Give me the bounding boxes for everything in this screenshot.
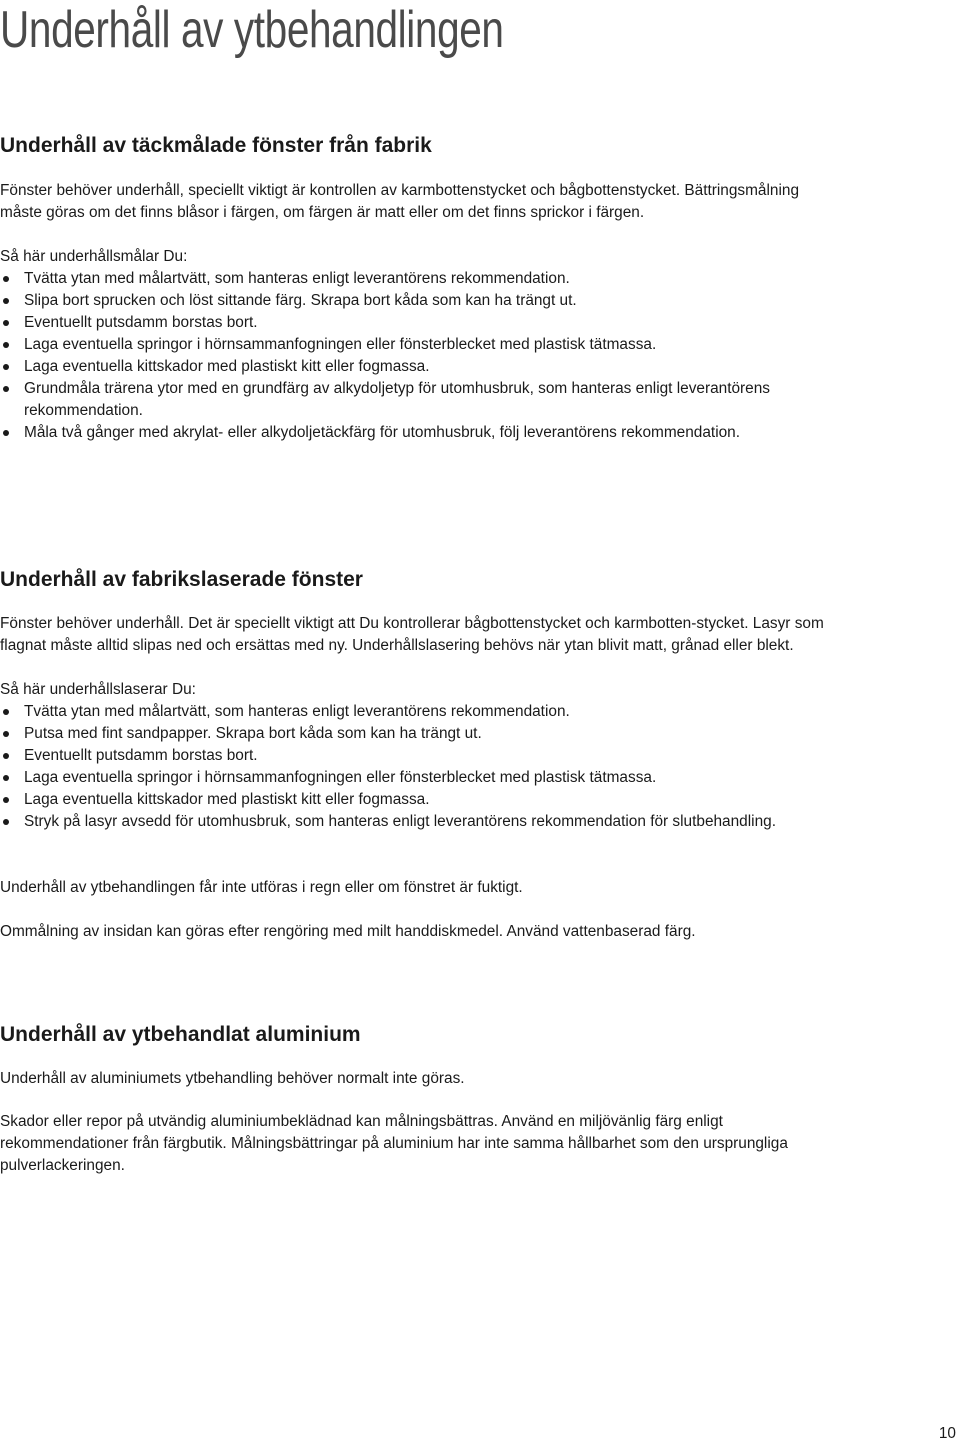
list-item <box>0 290 830 312</box>
list-item <box>0 745 830 767</box>
bullet-icon <box>3 320 9 326</box>
list-item-text: Laga eventuella springor i hörnsammanfogningen eller fönsterblecket med plastisk tätmassa. <box>24 769 657 786</box>
list-item <box>0 723 830 745</box>
bullet-icon <box>3 731 9 737</box>
list-item <box>0 312 830 334</box>
bullet-icon <box>3 298 9 304</box>
list-item-text: Putsa med fint sandpapper. Skrapa bort kåda som kan ha trängt ut. <box>24 725 482 742</box>
section-intro: Fönster behöver underhåll, speciellt viktigt är kontrollen av karmbottenstycket och bågbottenstycket. Bättringsmålning måste göras om det finns blåsor i färgen, om färgen är matt eller om det finns sprickor i färgen. <box>0 182 800 221</box>
list-item-text: Slipa bort sprucken och löst sittande färg. Skrapa bort kåda som kan ha trängt ut. <box>24 292 577 309</box>
list-item <box>0 767 830 789</box>
list-intro: Så här underhållslaserar Du: <box>0 681 196 698</box>
weather-note: Underhåll av ytbehandlingen får inte utföras i regn eller om fönstret är fuktigt. <box>0 879 523 896</box>
list-item-text: Tvätta ytan med målartvätt, som hanteras enligt leverantörens rekommendation. <box>24 703 570 720</box>
bullet-icon <box>3 709 9 715</box>
list-item-text: Laga eventuella springor i hörnsammanfogningen eller fönsterblecket med plastisk tätmassa. <box>24 336 657 353</box>
bullet-icon <box>3 342 9 348</box>
section-aluminium <box>0 1022 830 1177</box>
bullet-icon <box>3 775 9 781</box>
list-item <box>0 789 830 811</box>
instruction-list <box>0 268 830 444</box>
page-title: Underhåll av ytbehandlingen <box>0 1 504 59</box>
list-item-text: Måla två gånger med akrylat- eller alkydoljetäckfärg för utomhusbruk, följ leverantörens rekommendation. <box>24 424 741 441</box>
bullet-icon <box>3 797 9 803</box>
list-item <box>0 811 830 833</box>
list-item-text: Tvätta ytan med målartvätt, som hanteras enligt leverantörens rekommendation. <box>24 270 570 287</box>
bullet-icon <box>3 430 9 436</box>
list-item <box>0 334 830 356</box>
list-item-text: Eventuellt putsdamm borstas bort. <box>24 314 258 331</box>
bullet-icon <box>3 386 9 392</box>
list-item-text: Laga eventuella kittskador med plastiskt kitt eller fogmassa. <box>24 358 430 375</box>
bullet-icon <box>3 819 9 825</box>
section-paragraph: Skador eller repor på utvändig aluminiumbeklädnad kan målningsbättras. Använd en miljövänlig färg enligt rekommendationer från färgbutik. Målningsbättringar på aluminium har inte samma hållbarhet som den ursprungliga pulverlackeringen. <box>0 1113 788 1174</box>
list-item <box>0 378 830 422</box>
section-heading: Underhåll av täckmålade fönster från fabrik <box>0 134 432 157</box>
section-heading: Underhåll av ytbehandlat aluminium <box>0 1023 361 1046</box>
page-number: 10 <box>938 1425 956 1442</box>
bullet-icon <box>3 753 9 759</box>
list-item <box>0 268 830 290</box>
section-intro: Fönster behöver underhåll. Det är speciellt viktigt att Du kontrollerar bågbottenstycket och karmbotten-stycket. Lasyr som flagnat måste alltid slipas ned och ersättas med ny. Underhållslasering behövs när ytan blivit matt, grånad eller blekt. <box>0 615 824 654</box>
list-item <box>0 701 830 723</box>
list-item <box>0 422 830 444</box>
list-item <box>0 356 830 378</box>
list-item-text: Eventuellt putsdamm borstas bort. <box>24 747 258 764</box>
section-painted-windows <box>0 133 830 444</box>
list-item-text: Laga eventuella kittskador med plastiskt kitt eller fogmassa. <box>24 791 430 808</box>
list-item-text: Grundmåla trärena ytor med en grundfärg av alkydoljetyp för utomhusbruk, som hanteras enligt leverantörens rekommendation. <box>24 380 770 419</box>
instruction-list <box>0 701 830 833</box>
bullet-icon <box>3 364 9 370</box>
interior-note: Ommålning av insidan kan göras efter rengöring med milt handdiskmedel. Använd vattenbaserad färg. <box>0 923 696 940</box>
bullet-icon <box>3 276 9 282</box>
section-stained-windows <box>0 567 830 943</box>
section-paragraph: Underhåll av aluminiumets ytbehandling behöver normalt inte göras. <box>0 1070 465 1087</box>
list-item-text: Stryk på lasyr avsedd för utomhusbruk, som hanteras enligt leverantörens rekommendation för slutbehandling. <box>24 813 776 830</box>
section-heading: Underhåll av fabrikslaserade fönster <box>0 568 363 591</box>
list-intro: Så här underhållsmålar Du: <box>0 248 188 265</box>
